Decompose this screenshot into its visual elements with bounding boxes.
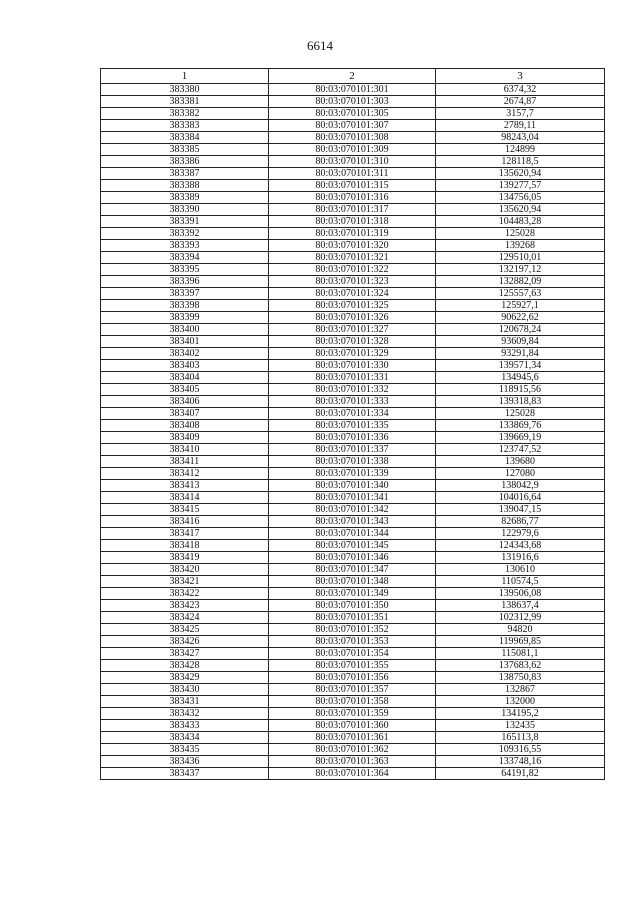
row-number-cell: 383410 <box>101 444 269 456</box>
table-row <box>101 480 605 492</box>
value-cell: 64191,82 <box>436 768 605 780</box>
cadastral-number-cell: 80:03:070101:319 <box>269 228 436 240</box>
cadastral-number-cell: 80:03:070101:361 <box>269 732 436 744</box>
column-header-2: 2 <box>269 69 436 84</box>
value-cell: 139318,83 <box>436 396 605 408</box>
cadastral-number-cell: 80:03:070101:339 <box>269 468 436 480</box>
table-row <box>101 324 605 336</box>
value-cell: 139506,08 <box>436 588 605 600</box>
table-row <box>101 348 605 360</box>
table-row <box>101 444 605 456</box>
value-cell: 124899 <box>436 144 605 156</box>
value-cell: 139669,19 <box>436 432 605 444</box>
table-row <box>101 744 605 756</box>
row-number-cell: 383382 <box>101 108 269 120</box>
cadastral-number-cell: 80:03:070101:359 <box>269 708 436 720</box>
table-row <box>101 528 605 540</box>
cadastral-number-cell: 80:03:070101:344 <box>269 528 436 540</box>
cadastral-number-cell: 80:03:070101:328 <box>269 336 436 348</box>
row-number-cell: 383418 <box>101 540 269 552</box>
cadastral-number-cell: 80:03:070101:309 <box>269 144 436 156</box>
table-row <box>101 120 605 132</box>
table-row <box>101 492 605 504</box>
table-row <box>101 228 605 240</box>
cadastral-number-cell: 80:03:070101:331 <box>269 372 436 384</box>
table-row <box>101 288 605 300</box>
row-number-cell: 383420 <box>101 564 269 576</box>
row-number-cell: 383434 <box>101 732 269 744</box>
table-row <box>101 408 605 420</box>
row-number-cell: 383423 <box>101 600 269 612</box>
table-row <box>101 768 605 780</box>
cadastral-number-cell: 80:03:070101:315 <box>269 180 436 192</box>
cadastral-number-cell: 80:03:070101:363 <box>269 756 436 768</box>
row-number-cell: 383414 <box>101 492 269 504</box>
cadastral-number-cell: 80:03:070101:320 <box>269 240 436 252</box>
table-row <box>101 600 605 612</box>
column-header-1: 1 <box>101 69 269 84</box>
table-row <box>101 336 605 348</box>
table-row <box>101 264 605 276</box>
cadastral-number-cell: 80:03:070101:341 <box>269 492 436 504</box>
table-row <box>101 300 605 312</box>
cadastral-number-cell: 80:03:070101:334 <box>269 408 436 420</box>
row-number-cell: 383431 <box>101 696 269 708</box>
row-number-cell: 383416 <box>101 516 269 528</box>
row-number-cell: 383432 <box>101 708 269 720</box>
value-cell: 138637,4 <box>436 600 605 612</box>
value-cell: 139268 <box>436 240 605 252</box>
row-number-cell: 383384 <box>101 132 269 144</box>
value-cell: 120678,24 <box>436 324 605 336</box>
row-number-cell: 383403 <box>101 360 269 372</box>
cadastral-number-cell: 80:03:070101:356 <box>269 672 436 684</box>
table-row <box>101 624 605 636</box>
row-number-cell: 383412 <box>101 468 269 480</box>
table-row <box>101 516 605 528</box>
cadastral-number-cell: 80:03:070101:358 <box>269 696 436 708</box>
cadastral-number-cell: 80:03:070101:338 <box>269 456 436 468</box>
value-cell: 132867 <box>436 684 605 696</box>
cadastral-number-cell: 80:03:070101:340 <box>269 480 436 492</box>
value-cell: 134945,6 <box>436 372 605 384</box>
table-row <box>101 432 605 444</box>
row-number-cell: 383433 <box>101 720 269 732</box>
cadastral-number-cell: 80:03:070101:323 <box>269 276 436 288</box>
value-cell: 109316,55 <box>436 744 605 756</box>
table-row <box>101 708 605 720</box>
cadastral-number-cell: 80:03:070101:337 <box>269 444 436 456</box>
row-number-cell: 383419 <box>101 552 269 564</box>
row-number-cell: 383413 <box>101 480 269 492</box>
value-cell: 129510,01 <box>436 252 605 264</box>
table-row <box>101 648 605 660</box>
cadastral-number-cell: 80:03:070101:335 <box>269 420 436 432</box>
table-row <box>101 540 605 552</box>
cadastral-number-cell: 80:03:070101:327 <box>269 324 436 336</box>
value-cell: 82686,77 <box>436 516 605 528</box>
value-cell: 125028 <box>436 228 605 240</box>
row-number-cell: 383435 <box>101 744 269 756</box>
cadastral-number-cell: 80:03:070101:332 <box>269 384 436 396</box>
cadastral-number-cell: 80:03:070101:347 <box>269 564 436 576</box>
table-row <box>101 132 605 144</box>
table-row <box>101 456 605 468</box>
row-number-cell: 383393 <box>101 240 269 252</box>
table-row <box>101 504 605 516</box>
row-number-cell: 383427 <box>101 648 269 660</box>
cadastral-number-cell: 80:03:070101:362 <box>269 744 436 756</box>
value-cell: 104483,28 <box>436 216 605 228</box>
row-number-cell: 383436 <box>101 756 269 768</box>
row-number-cell: 383395 <box>101 264 269 276</box>
value-cell: 139571,34 <box>436 360 605 372</box>
cadastral-number-cell: 80:03:070101:355 <box>269 660 436 672</box>
row-number-cell: 383398 <box>101 300 269 312</box>
value-cell: 115081,1 <box>436 648 605 660</box>
value-cell: 124343,68 <box>436 540 605 552</box>
value-cell: 134195,2 <box>436 708 605 720</box>
row-number-cell: 383422 <box>101 588 269 600</box>
row-number-cell: 383417 <box>101 528 269 540</box>
cadastral-number-cell: 80:03:070101:357 <box>269 684 436 696</box>
cadastral-number-cell: 80:03:070101:352 <box>269 624 436 636</box>
value-cell: 132197,12 <box>436 264 605 276</box>
value-cell: 132882,09 <box>436 276 605 288</box>
table-row <box>101 564 605 576</box>
value-cell: 2674,87 <box>436 96 605 108</box>
row-number-cell: 383401 <box>101 336 269 348</box>
row-number-cell: 383437 <box>101 768 269 780</box>
cadastral-number-cell: 80:03:070101:343 <box>269 516 436 528</box>
row-number-cell: 383386 <box>101 156 269 168</box>
value-cell: 128118,5 <box>436 156 605 168</box>
row-number-cell: 383392 <box>101 228 269 240</box>
row-number-cell: 383415 <box>101 504 269 516</box>
value-cell: 6374,32 <box>436 84 605 96</box>
value-cell: 133748,16 <box>436 756 605 768</box>
cadastral-number-cell: 80:03:070101:322 <box>269 264 436 276</box>
value-cell: 139277,57 <box>436 180 605 192</box>
row-number-cell: 383389 <box>101 192 269 204</box>
value-cell: 165113,8 <box>436 732 605 744</box>
value-cell: 135620,94 <box>436 204 605 216</box>
row-number-cell: 383426 <box>101 636 269 648</box>
table-row <box>101 468 605 480</box>
table-row <box>101 96 605 108</box>
value-cell: 110574,5 <box>436 576 605 588</box>
cadastral-number-cell: 80:03:070101:318 <box>269 216 436 228</box>
cadastral-number-cell: 80:03:070101:330 <box>269 360 436 372</box>
table-row <box>101 192 605 204</box>
cadastral-number-cell: 80:03:070101:336 <box>269 432 436 444</box>
value-cell: 123747,52 <box>436 444 605 456</box>
value-cell: 125927,1 <box>436 300 605 312</box>
table-row <box>101 660 605 672</box>
row-number-cell: 383399 <box>101 312 269 324</box>
value-cell: 93291,84 <box>436 348 605 360</box>
row-number-cell: 383429 <box>101 672 269 684</box>
row-number-cell: 383385 <box>101 144 269 156</box>
table-row <box>101 384 605 396</box>
cadastral-number-cell: 80:03:070101:354 <box>269 648 436 660</box>
cadastral-number-cell: 80:03:070101:311 <box>269 168 436 180</box>
table-header-row <box>101 69 605 84</box>
cadastral-number-cell: 80:03:070101:310 <box>269 156 436 168</box>
value-cell: 119969,85 <box>436 636 605 648</box>
value-cell: 135620,94 <box>436 168 605 180</box>
row-number-cell: 383409 <box>101 432 269 444</box>
table-row <box>101 396 605 408</box>
row-number-cell: 383408 <box>101 420 269 432</box>
cadastral-number-cell: 80:03:070101:301 <box>269 84 436 96</box>
cadastral-number-cell: 80:03:070101:321 <box>269 252 436 264</box>
row-number-cell: 383425 <box>101 624 269 636</box>
value-cell: 122979,6 <box>436 528 605 540</box>
cadastral-number-cell: 80:03:070101:333 <box>269 396 436 408</box>
value-cell: 125028 <box>436 408 605 420</box>
table-row <box>101 252 605 264</box>
page-number: 6614 <box>307 38 333 53</box>
table-row <box>101 312 605 324</box>
row-number-cell: 383406 <box>101 396 269 408</box>
cadastral-number-cell: 80:03:070101:349 <box>269 588 436 600</box>
value-cell: 118915,56 <box>436 384 605 396</box>
cadastral-number-cell: 80:03:070101:317 <box>269 204 436 216</box>
table-row <box>101 108 605 120</box>
value-cell: 102312,99 <box>436 612 605 624</box>
row-number-cell: 383430 <box>101 684 269 696</box>
row-number-cell: 383407 <box>101 408 269 420</box>
cadastral-number-cell: 80:03:070101:350 <box>269 600 436 612</box>
table-row <box>101 240 605 252</box>
value-cell: 90622,62 <box>436 312 605 324</box>
cadastral-number-cell: 80:03:070101:307 <box>269 120 436 132</box>
row-number-cell: 383421 <box>101 576 269 588</box>
cadastral-number-cell: 80:03:070101:308 <box>269 132 436 144</box>
row-number-cell: 383380 <box>101 84 269 96</box>
table-row <box>101 84 605 96</box>
value-cell: 133869,76 <box>436 420 605 432</box>
row-number-cell: 383402 <box>101 348 269 360</box>
row-number-cell: 383404 <box>101 372 269 384</box>
table-row <box>101 156 605 168</box>
cadastral-number-cell: 80:03:070101:324 <box>269 288 436 300</box>
cadastral-number-cell: 80:03:070101:326 <box>269 312 436 324</box>
column-header-3: 3 <box>436 69 605 84</box>
row-number-cell: 383405 <box>101 384 269 396</box>
value-cell: 139047,15 <box>436 504 605 516</box>
value-cell: 98243,04 <box>436 132 605 144</box>
value-cell: 127080 <box>436 468 605 480</box>
value-cell: 125557,63 <box>436 288 605 300</box>
table-body <box>101 84 605 780</box>
table-row <box>101 684 605 696</box>
value-cell: 130610 <box>436 564 605 576</box>
row-number-cell: 383411 <box>101 456 269 468</box>
table-row <box>101 420 605 432</box>
cadastral-number-cell: 80:03:070101:351 <box>269 612 436 624</box>
cadastral-number-cell: 80:03:070101:329 <box>269 348 436 360</box>
table-row <box>101 576 605 588</box>
row-number-cell: 383383 <box>101 120 269 132</box>
table-row <box>101 144 605 156</box>
row-number-cell: 383391 <box>101 216 269 228</box>
cadastral-number-cell: 80:03:070101:342 <box>269 504 436 516</box>
row-number-cell: 383394 <box>101 252 269 264</box>
cadastral-number-cell: 80:03:070101:345 <box>269 540 436 552</box>
value-cell: 93609,84 <box>436 336 605 348</box>
row-number-cell: 383396 <box>101 276 269 288</box>
table-row <box>101 180 605 192</box>
value-cell: 131916,6 <box>436 552 605 564</box>
row-number-cell: 383381 <box>101 96 269 108</box>
cadastral-number-cell: 80:03:070101:346 <box>269 552 436 564</box>
cadastral-number-cell: 80:03:070101:305 <box>269 108 436 120</box>
table-row <box>101 360 605 372</box>
row-number-cell: 383390 <box>101 204 269 216</box>
value-cell: 94820 <box>436 624 605 636</box>
table-row <box>101 552 605 564</box>
cadastral-number-cell: 80:03:070101:316 <box>269 192 436 204</box>
cadastral-number-cell: 80:03:070101:303 <box>269 96 436 108</box>
table-row <box>101 672 605 684</box>
cadastral-number-cell: 80:03:070101:348 <box>269 576 436 588</box>
table-row <box>101 276 605 288</box>
cadastral-number-cell: 80:03:070101:353 <box>269 636 436 648</box>
table-row <box>101 720 605 732</box>
cadastral-number-cell: 80:03:070101:364 <box>269 768 436 780</box>
cadastral-number-cell: 80:03:070101:360 <box>269 720 436 732</box>
table-row <box>101 732 605 744</box>
value-cell: 138042,9 <box>436 480 605 492</box>
cadastral-table <box>100 68 605 780</box>
value-cell: 137683,62 <box>436 660 605 672</box>
row-number-cell: 383397 <box>101 288 269 300</box>
value-cell: 134756,05 <box>436 192 605 204</box>
cadastral-number-cell: 80:03:070101:325 <box>269 300 436 312</box>
table-row <box>101 612 605 624</box>
value-cell: 138750,83 <box>436 672 605 684</box>
value-cell: 104016,64 <box>436 492 605 504</box>
value-cell: 3157,7 <box>436 108 605 120</box>
value-cell: 139680 <box>436 456 605 468</box>
table-row <box>101 216 605 228</box>
table-row <box>101 756 605 768</box>
table-row <box>101 204 605 216</box>
table-row <box>101 588 605 600</box>
row-number-cell: 383424 <box>101 612 269 624</box>
value-cell: 132000 <box>436 696 605 708</box>
row-number-cell: 383388 <box>101 180 269 192</box>
row-number-cell: 383400 <box>101 324 269 336</box>
value-cell: 132435 <box>436 720 605 732</box>
table-row <box>101 168 605 180</box>
table-row <box>101 636 605 648</box>
value-cell: 2789,11 <box>436 120 605 132</box>
table-row <box>101 372 605 384</box>
row-number-cell: 383428 <box>101 660 269 672</box>
table-row <box>101 696 605 708</box>
row-number-cell: 383387 <box>101 168 269 180</box>
